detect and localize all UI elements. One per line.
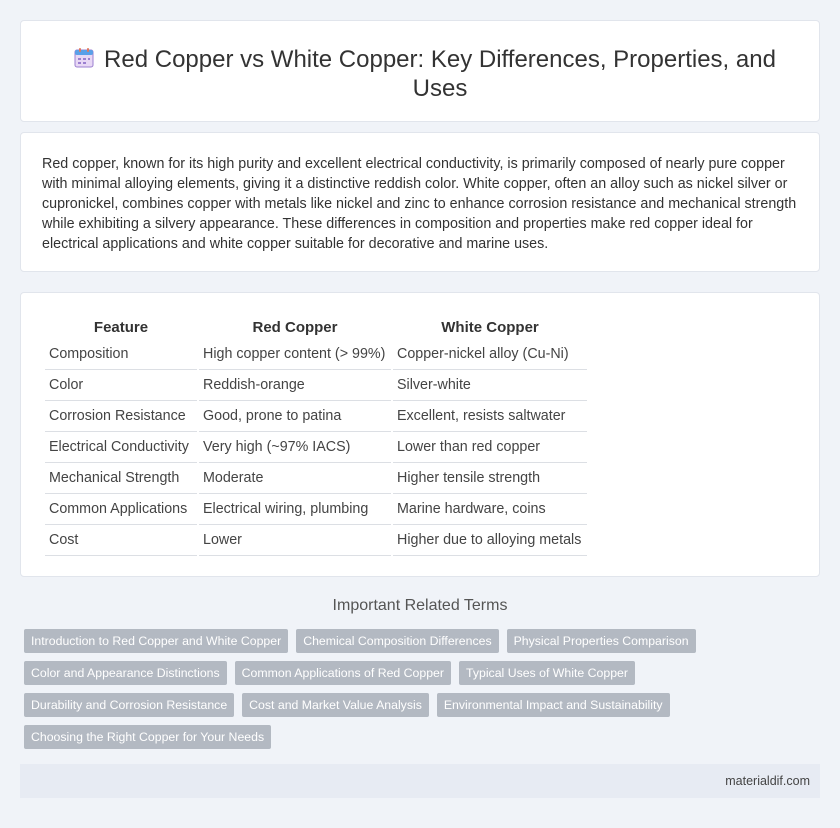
related-terms-title: Important Related Terms (332, 597, 508, 614)
intro-card (20, 132, 820, 272)
table-cell: Corrosion Resistance (45, 401, 197, 432)
table-header-row (45, 315, 587, 339)
table-cell: Color (45, 370, 197, 401)
related-term-tag[interactable]: Chemical Composition Differences (296, 629, 498, 653)
related-term-tag[interactable]: Introduction to Red Copper and White Copper (24, 629, 288, 653)
header-feature: Feature (93, 318, 149, 336)
table-cell: Mechanical Strength (45, 463, 197, 494)
related-term-tag[interactable]: Durability and Corrosion Resistance (24, 693, 234, 717)
table-cell: Common Applications (45, 494, 197, 525)
tag-row (24, 693, 804, 717)
related-term-tag[interactable]: Color and Appearance Distinctions (24, 661, 227, 685)
table-cell: Composition (45, 339, 197, 370)
table-cell: High copper content (> 99%) (199, 339, 391, 370)
table-row (45, 432, 587, 463)
related-term-tag[interactable]: Common Applications of Red Copper (235, 661, 451, 685)
comparison-table-card (20, 292, 820, 577)
footer (20, 764, 820, 798)
table-cell: Copper-nickel alloy (Cu-Ni) (393, 339, 587, 370)
comparison-table (43, 315, 589, 556)
table-cell: Marine hardware, coins (393, 494, 587, 525)
table-cell: Excellent, resists saltwater (393, 401, 587, 432)
header-white-copper: White Copper (441, 318, 539, 336)
table-cell: Lower (199, 525, 391, 556)
table-cell: Lower than red copper (393, 432, 587, 463)
table-cell: Reddish-orange (199, 370, 391, 401)
table-row (45, 463, 587, 494)
footer-site-link[interactable]: materialdif.com (725, 774, 810, 788)
table-cell: Higher due to alloying metals (393, 525, 587, 556)
table-cell: Moderate (199, 463, 391, 494)
table-row (45, 370, 587, 401)
header-card (20, 20, 820, 122)
related-term-tag[interactable]: Typical Uses of White Copper (459, 661, 635, 685)
table-cell: Electrical wiring, plumbing (199, 494, 391, 525)
table-row (45, 401, 587, 432)
related-terms-list (24, 629, 804, 757)
page-title: Red Copper vs White Copper: Key Differences, Properties, and Uses (104, 46, 776, 102)
related-term-tag[interactable]: Choosing the Right Copper for Your Needs (24, 725, 271, 749)
related-term-tag[interactable]: Physical Properties Comparison (507, 629, 696, 653)
table-cell: Electrical Conductivity (45, 432, 197, 463)
related-term-tag[interactable]: Cost and Market Value Analysis (242, 693, 429, 717)
table-row (45, 339, 587, 370)
table-row (45, 525, 587, 556)
tag-row (24, 725, 804, 749)
table-cell: Silver-white (393, 370, 587, 401)
table-cell: Higher tensile strength (393, 463, 587, 494)
header-red-copper: Red Copper (252, 318, 338, 336)
tag-row (24, 629, 804, 653)
table-cell: Very high (~97% IACS) (199, 432, 391, 463)
table-cell: Good, prone to patina (199, 401, 391, 432)
table-row (45, 494, 587, 525)
tag-row (24, 661, 804, 685)
related-term-tag[interactable]: Environmental Impact and Sustainability (437, 693, 670, 717)
intro-paragraph: Red copper, known for its high purity and excellent electrical conductivity, is primarily composed of nearly pure copper with minimal alloying elements, giving it a distinctive reddish color. White copper, often an alloy such as nickel silver or cupronickel, combines copper with metals like nickel and zinc to enhance corrosion resistance and mechanical strength while exhibiting a silvery appearance. These differences in composition and properties make red copper ideal for electrical applications and white copper suitable for decorative and marine uses. (42, 156, 797, 252)
table-cell: Cost (45, 525, 197, 556)
